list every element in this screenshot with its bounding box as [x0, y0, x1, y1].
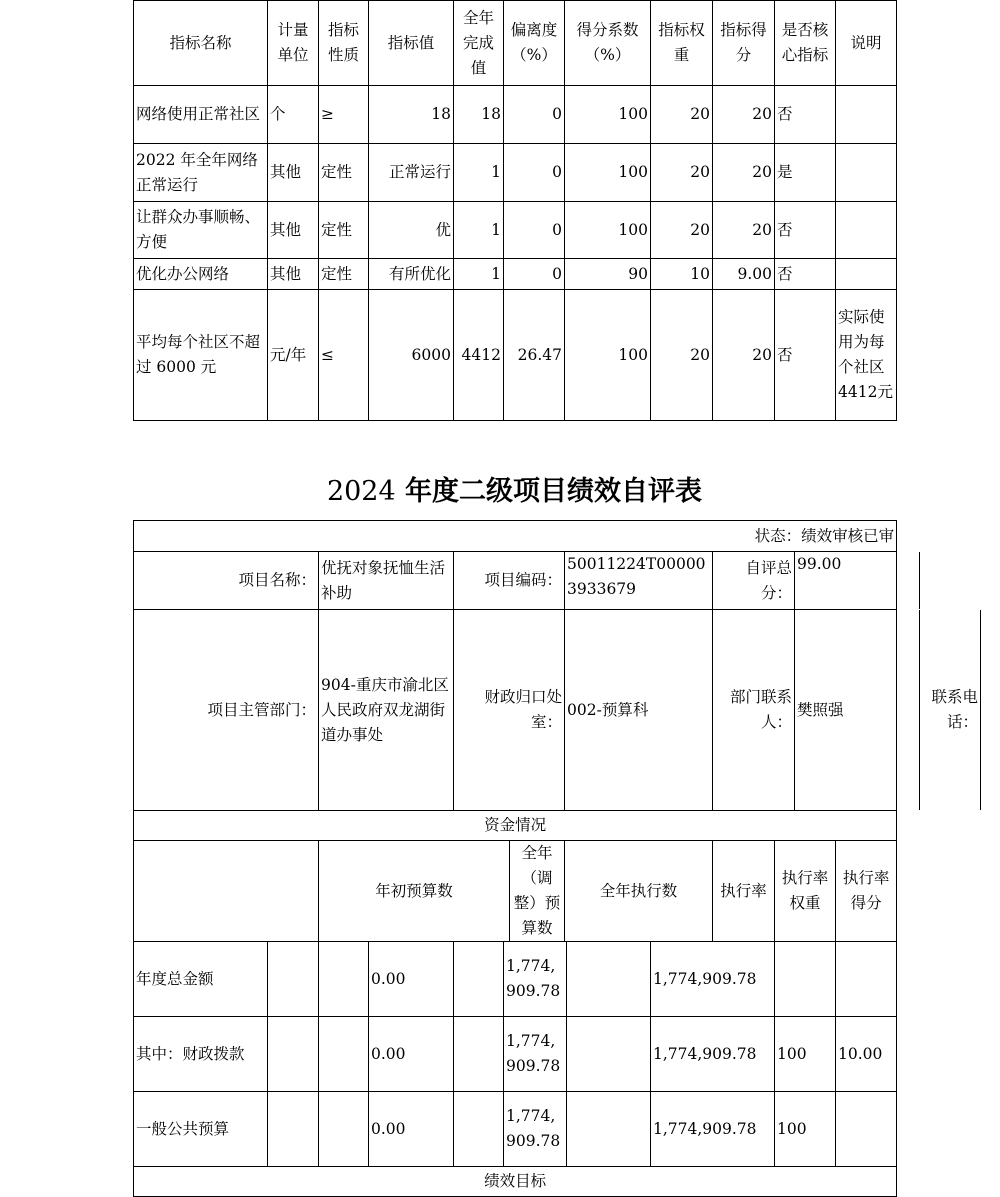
table-row [134, 1092, 897, 1167]
funds-header-weight: 执行率权重 [775, 841, 836, 942]
header-target-value: 指标值 [369, 1, 454, 86]
indicator-core: 否 [775, 259, 836, 290]
indicator-target: 18 [369, 86, 454, 144]
indicator-unit: 其他 [268, 202, 319, 259]
contact-value: 樊照强 [795, 610, 920, 810]
table-row [134, 86, 897, 144]
header-weight: 指标权重 [651, 1, 713, 86]
indicator-weight: 20 [651, 86, 713, 144]
indicator-coef: 90 [565, 259, 651, 290]
funds-header-rate: 执行率 [713, 841, 775, 942]
project-dept-row [134, 610, 897, 811]
indicator-deviation: 0 [504, 202, 565, 259]
indicator-coef: 100 [565, 202, 651, 259]
indicator-note [836, 259, 897, 290]
indicator-core: 否 [775, 202, 836, 259]
header-indicator-name: 指标名称 [134, 1, 268, 86]
funds-score [836, 1092, 897, 1167]
title-year: 2024 [326, 476, 396, 507]
indicator-score: 20 [713, 202, 775, 259]
header-score-coef: 得分系数（%） [565, 1, 651, 86]
indicator-actual: 1 [454, 259, 504, 290]
indicator-target: 有所优化 [369, 259, 454, 290]
goals-title: 绩效目标 [134, 1167, 897, 1197]
indicator-deviation: 0 [504, 259, 565, 290]
funds-initial: 0.00 [369, 1017, 454, 1092]
indicator-unit: 其他 [268, 259, 319, 290]
funds-rate [775, 942, 836, 1017]
indicator-weight: 20 [651, 144, 713, 202]
funds-rate: 100 [775, 1092, 836, 1167]
self-score-value: 99.00 [795, 552, 920, 609]
indicator-weight: 10 [651, 259, 713, 290]
funds-adjusted: 1,774,909.78 [504, 942, 567, 1016]
indicator-name: 2022 年全年网络正常运行 [134, 144, 268, 202]
indicator-deviation: 0 [504, 144, 565, 202]
status-row [134, 521, 897, 552]
contact-label: 部门联系人： [713, 610, 795, 810]
project-name-row [134, 552, 897, 610]
funds-row-label: 年度总金额 [134, 942, 268, 1017]
goals-title-row [134, 1167, 897, 1197]
funds-header-row [134, 841, 897, 942]
dept-label: 项目主管部门： [134, 610, 319, 811]
indicator-deviation: 0 [504, 86, 565, 144]
indicator-header-row [134, 1, 897, 86]
table-row [134, 942, 897, 1017]
indicator-nature: 定性 [319, 144, 369, 202]
funds-title: 资金情况 [134, 811, 897, 841]
indicator-note [836, 86, 897, 144]
funds-weight: 10.00 [838, 1044, 883, 1063]
indicator-target: 正常运行 [369, 144, 454, 202]
indicator-nature: 定性 [319, 202, 369, 259]
funds-row-label: 其中：财政拨款 [134, 1017, 268, 1092]
table-row [134, 290, 897, 421]
funds-adjusted: 1,774,909.78 [504, 1092, 567, 1166]
header-core: 是否核心指标 [775, 1, 836, 86]
finance-label: 财政归口处室： [454, 610, 565, 811]
header-note: 说明 [836, 1, 897, 86]
funds-header-adjusted: 全年（调整）预算数 [513, 844, 561, 937]
header-nature: 指标性质 [319, 1, 369, 86]
indicator-table [133, 0, 897, 421]
indicator-coef: 100 [565, 86, 651, 144]
indicator-coef: 100 [565, 144, 651, 202]
funds-adjusted: 1,774,909.78 [504, 1017, 567, 1091]
indicator-unit: 个 [268, 86, 319, 144]
indicator-core: 是 [775, 144, 836, 202]
status-text: 状态：绩效审核已审 [134, 521, 897, 552]
title-text: 年度二级项目绩效自评表 [395, 476, 703, 507]
indicator-score: 20 [713, 144, 775, 202]
table-row [134, 1017, 897, 1092]
header-deviation: 偏离度（%） [504, 1, 565, 86]
indicator-actual: 4412 [454, 290, 504, 421]
indicator-nature: ≥ [319, 86, 369, 144]
indicator-weight: 20 [651, 202, 713, 259]
self-score-label: 自评总分： [713, 552, 795, 609]
indicator-actual: 18 [454, 86, 504, 144]
funds-score [836, 942, 897, 1017]
indicator-core: 否 [775, 290, 836, 421]
indicator-actual: 1 [454, 202, 504, 259]
indicator-note: 实际使用为每个社区4412元 [836, 290, 897, 421]
indicator-target: 6000 [369, 290, 454, 421]
funds-header-initial: 年初预算数 [319, 841, 510, 941]
header-unit: 计量单位 [268, 1, 319, 86]
indicator-unit: 元/年 [268, 290, 319, 421]
indicator-weight: 20 [651, 290, 713, 421]
funds-executed: 1,774,909.78 [651, 942, 775, 1017]
indicator-note [836, 202, 897, 259]
indicator-score: 20 [713, 86, 775, 144]
project-name-value: 优抚对象抚恤生活补助 [319, 552, 454, 610]
funds-initial: 0.00 [369, 942, 454, 1017]
phone-label: 联系电话： [920, 610, 981, 810]
funds-title-row [134, 811, 897, 841]
table-row [134, 259, 897, 290]
indicator-nature: ≤ [319, 290, 369, 421]
funds-executed: 1,774,909.78 [651, 1017, 775, 1092]
indicator-deviation: 26.47 [504, 290, 565, 421]
table-row [134, 144, 897, 202]
project-name-label: 项目名称： [134, 552, 319, 610]
indicator-core: 否 [775, 86, 836, 144]
funds-header-executed: 全年执行数 [565, 841, 713, 942]
indicator-nature: 定性 [319, 259, 369, 290]
indicator-name: 让群众办事顺畅、方便 [134, 202, 268, 259]
funds-rate: 100 [775, 1017, 836, 1092]
project-code-value: 50011224T000003933679 [565, 552, 713, 610]
indicator-note [836, 144, 897, 202]
indicator-score: 9.00 [713, 259, 775, 290]
header-actual-value: 全年完成值 [454, 1, 504, 86]
funds-executed: 1,774,909.78 [651, 1092, 775, 1167]
indicator-name: 优化办公网络 [134, 259, 268, 290]
dept-value: 904-重庆市渝北区人民政府双龙湖街道办事处 [319, 610, 454, 811]
project-code-label: 项目编码： [454, 552, 565, 610]
indicator-target: 优 [369, 202, 454, 259]
table-row [134, 202, 897, 259]
indicator-actual: 1 [454, 144, 504, 202]
funds-header-score: 执行率得分 [836, 841, 897, 942]
funds-row-label: 一般公共预算 [134, 1092, 268, 1167]
indicator-name: 平均每个社区不超过 6000 元 [134, 290, 268, 421]
indicator-coef: 100 [565, 290, 651, 421]
indicator-unit: 其他 [268, 144, 319, 202]
finance-value: 002-预算科 [565, 610, 713, 811]
indicator-name: 网络使用正常社区 [134, 86, 268, 144]
page-title [133, 472, 896, 512]
project-table [133, 520, 978, 1197]
header-score: 指标得分 [713, 1, 775, 86]
indicator-score: 20 [713, 290, 775, 421]
funds-initial: 0.00 [369, 1092, 454, 1167]
